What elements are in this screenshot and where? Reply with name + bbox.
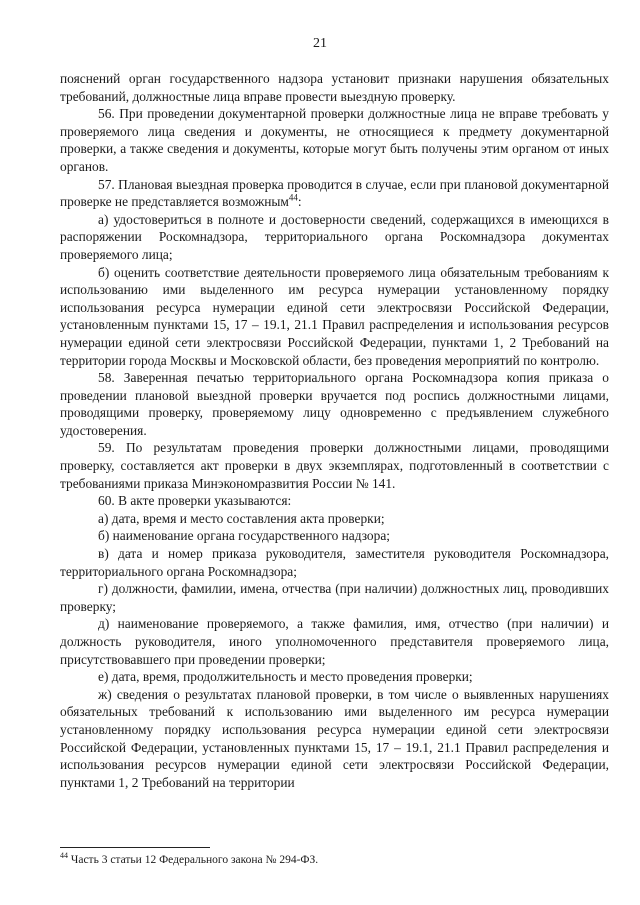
paragraph-56 — [60, 105, 609, 175]
paragraph-57-a — [60, 211, 609, 264]
page-number: 21 — [313, 36, 327, 51]
paragraph-text: 58. Заверенная печатью территориального органа Роскомнадзора копия приказа о проведении плановой выездной проверки вручается под роспись должностными лицами, проводящими проверку, проверяемому лицу одновременно с предъявлением служебного удостоверения. — [60, 370, 609, 438]
paragraph-60-d — [60, 615, 609, 668]
paragraph-tail: : — [297, 194, 302, 210]
paragraph-text: е) дата, время, продолжительность и место проведения проверки; — [98, 669, 473, 685]
body-text — [60, 70, 609, 791]
paragraph-text: пояснений орган государственного надзора установит признаки нарушения обязательных требований, должностные лица вправе провести выездную проверку. — [60, 71, 609, 104]
paragraph-60-g — [60, 580, 609, 615]
paragraph-text: ж) сведения о результатах плановой проверки, в том числе о выявленных нарушениях обязательных требований к использованию ими выделенного им ресурса нумерации установленному порядку использования ресурса нумерации единой сети электросвязи Российской Федерации, установленных пунктами 15, 17 – 19.1, 21.1 Правил распределения и использования ресурсов нумерации единой сети электросвязи Российской Федерации, пунктами 1, 2 Требований на территории — [60, 686, 609, 790]
paragraph-text: а) удостовериться в полноте и достоверности сведений, содержащихся в имеющихся в распоряжении Роскомнадзора, территориального органа Роскомнадзора документах проверяемого лица; — [60, 211, 609, 262]
paragraph-60-v — [60, 545, 609, 580]
paragraph-text: 59. По результатам проведения проверки должностными лицами, проводящими проверку, составляется акт проверки в двух экземплярах, подготовленный в соответствии с требованиями приказа Минэкономразвития России № 141. — [60, 440, 609, 491]
paragraph-60 — [60, 492, 609, 510]
paragraph-text: в) дата и номер приказа руководителя, заместителя руководителя Роскомнадзора, территориального органа Роскомнадзора; — [60, 546, 609, 579]
paragraph-60-a — [60, 510, 609, 528]
paragraph-text: д) наименование проверяемого, а также фамилия, имя, отчество (при наличии) и должность руководителя, иного уполномоченного представителя проверяемого лица, присутствовавшего при проведении проверки; — [60, 616, 609, 667]
paragraph-text: 56. При проведении документарной проверки должностные лица не вправе требовать у проверяемого лица сведения и документы, не относящиеся к предмету документарной проверки, а также сведения и документы, которые могут быть получены этим органом от иных органов. — [60, 106, 609, 174]
paragraph-text: б) наименование органа государственного надзора; — [98, 528, 390, 544]
footnote — [60, 853, 609, 867]
paragraph-60-e — [60, 668, 609, 686]
paragraph-59 — [60, 439, 609, 492]
footnote-separator — [60, 847, 210, 848]
paragraph-57-b — [60, 264, 609, 370]
paragraph-58 — [60, 369, 609, 439]
paragraph-60-zh — [60, 686, 609, 792]
paragraph-0 — [60, 70, 609, 105]
paragraph-text: а) дата, время и место составления акта проверки; — [98, 510, 385, 526]
paragraph-text: 60. В акте проверки указываются: — [98, 493, 292, 509]
paragraph-text: 57. Плановая выездная проверка проводится в случае, если при плановой документарной проверке не представляется возможным — [60, 176, 609, 210]
footnote-text: Часть 3 статьи 12 Федерального закона № 294-ФЗ. — [68, 854, 319, 866]
paragraph-60-b — [60, 527, 609, 545]
paragraph-57 — [60, 176, 609, 211]
footnote-mark: 44 — [60, 851, 68, 861]
paragraph-text: г) должности, фамилии, имена, отчества (при наличии) должностных лиц, проводивших проверку; — [60, 581, 609, 614]
paragraph-text: б) оценить соответствие деятельности проверяемого лица обязательным требованиям к использованию ими выделенного им ресурса нумерации установленному порядку использования ресурса нумерации единой сети электросвязи Российской Федерации, установленным пунктами 15, 17 – 19.1, 21.1 Правил распределения и использования ресурсов нумерации единой сети электросвязи Российской Федерации, пунктами 1, 2 Требований на территории города Москвы и Московской области, без проведения мероприятий по контролю. — [60, 264, 609, 368]
footnote-reference: 44 — [288, 192, 298, 203]
